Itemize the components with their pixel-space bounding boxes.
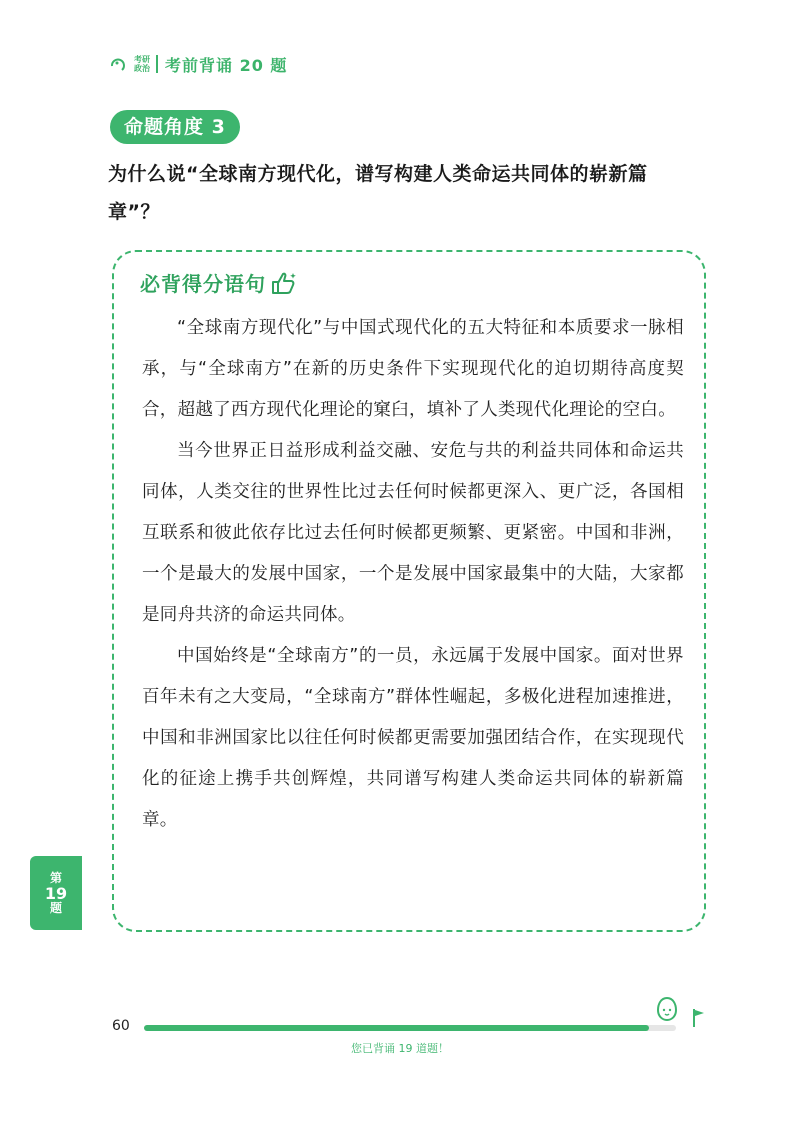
tab-prefix: 第 bbox=[49, 870, 62, 885]
header-divider bbox=[156, 55, 158, 73]
angle-label: 命题角度 3 bbox=[110, 110, 240, 144]
brand-line-1: 考研 bbox=[134, 55, 150, 64]
bulb-logo-icon bbox=[108, 54, 128, 74]
page-header bbox=[108, 50, 287, 78]
answer-paragraph-3: 中国始终是“全球南方”的一员，永远属于发展中国家。面对世界百年未有之大变局，“全球南方”群体性崛起，多极化进程加速推进，中国和非洲国家比以往任何时候都更需要加强团结合作，在实现现代化的征途上携手共创辉煌，共同谱写构建人类命运共同体的崭新篇章。 bbox=[142, 646, 684, 830]
answer-paragraph-1: “全球南方现代化”与中国式现代化的五大特征和本质要求一脉相承，与“全球南方”在新的历史条件下实现现代化的迫切期待高度契合，超越了西方现代化理论的窠臼，填补了人类现代化理论的空白。 bbox=[142, 318, 684, 420]
progress-bar bbox=[144, 1025, 676, 1031]
progress-caption: 您已背诵 19 道题！ bbox=[351, 1042, 449, 1055]
question-text: 为什么说“全球南方现代化，谱写构建人类命运共同体的崭新篇章”？ bbox=[108, 163, 648, 223]
page-number: 60 bbox=[112, 1018, 130, 1034]
answer-body bbox=[142, 308, 684, 841]
tab-suffix: 题 bbox=[49, 900, 62, 915]
flag-icon bbox=[692, 1008, 706, 1028]
question-number-tab bbox=[30, 856, 82, 930]
face-icon bbox=[655, 996, 679, 1022]
box-title bbox=[140, 268, 298, 297]
header-title: 考前背诵 20 题 bbox=[165, 55, 288, 75]
brand-logo bbox=[134, 55, 150, 73]
brand-line-2: 政治 bbox=[134, 64, 150, 73]
box-title-text: 必背得分语句 bbox=[140, 272, 266, 296]
thumbs-up-icon bbox=[270, 270, 298, 296]
key-sentences-box bbox=[112, 250, 706, 932]
tab-number: 19 bbox=[44, 883, 68, 903]
progress-fill bbox=[144, 1025, 649, 1031]
answer-paragraph-2: 当今世界正日益形成利益交融、安危与共的利益共同体和命运共同体，人类交往的世界性比过去任何时候都更深入、更广泛，各国相互联系和彼此依存比过去任何时候都更频繁、更紧密。中国和非洲，一个是最大的发展中国家，一个是发展中国家最集中的大陆，大家都是同舟共济的命运共同体。 bbox=[142, 441, 684, 625]
